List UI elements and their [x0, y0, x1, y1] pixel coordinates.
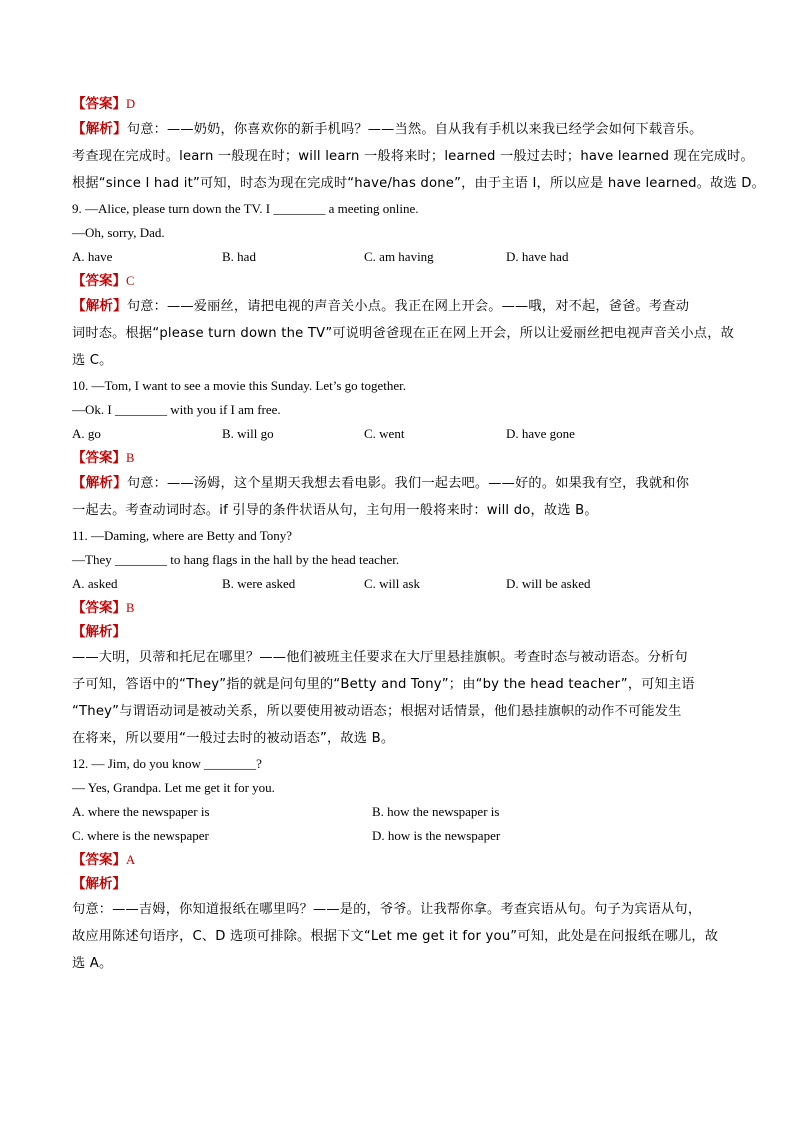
option-c: C. will ask [364, 576, 420, 591]
explanation-text: 句意：——奶奶，你喜欢你的新手机吗？——当然。自从我有手机以来我已经学会如何下载音乐。 [126, 122, 703, 137]
document-page [72, 92, 766, 977]
options-row [72, 800, 726, 824]
explanation-line: “They”与谓语动词是被动关系，所以要使用被动语态；根据对话情景，他们悬挂旗帜的动作不可能发生 [72, 704, 682, 719]
answer-tag: 【答案】 [72, 600, 126, 616]
option-b: B. were asked [222, 576, 296, 591]
answer-row [72, 269, 726, 293]
explanation-line: 选 C。 [72, 353, 113, 368]
explanation-line: ——大明，贝蒂和托尼在哪里？——他们被班主任要求在大厅里悬挂旗帜。考查时态与被动语态。分析句 [72, 650, 688, 665]
option-a: A. where the newspaper is [72, 804, 210, 819]
option-a: A. asked [72, 576, 118, 591]
explanation-tag: 【解析】 [72, 876, 126, 892]
answer-value: B [126, 451, 135, 465]
explanation-line: 子可知，答语中的“They”指的就是问句里的“Betty and Tony”；由“by the head teacher”，可知主语 [72, 677, 695, 692]
option-b: B. will go [222, 426, 274, 441]
option-c: C. where is the newspaper [72, 828, 209, 843]
answer-value: C [126, 274, 135, 288]
answer-tag: 【答案】 [72, 852, 126, 868]
options-row [72, 245, 726, 269]
explanation-text: 句意：——爱丽丝，请把电视的声音关小点。我正在网上开会。——哦，对不起，爸爸。考查动 [126, 299, 690, 314]
option-d: D. how is the newspaper [372, 828, 501, 843]
explanation-tag: 【解析】 [72, 624, 126, 640]
answer-tag: 【答案】 [72, 450, 126, 466]
explanation-line [72, 293, 726, 320]
answer-tag: 【答案】 [72, 273, 126, 289]
option-b: B. had [222, 249, 256, 264]
explanation-tag: 【解析】 [72, 475, 127, 491]
explanation-line: 在将来，所以要用“一般过去时的被动语态”，故选 B。 [72, 731, 395, 746]
option-a: A. go [72, 426, 101, 441]
answer-value: D [126, 97, 136, 111]
question-reply: —Ok. I ________ with you if I am free. [72, 402, 281, 417]
options-row [72, 572, 726, 596]
explanation-header [72, 620, 726, 644]
question-reply: — Yes, Grandpa. Let me get it for you. [72, 780, 275, 795]
explanation-tag: 【解析】 [72, 298, 127, 314]
answer-value: B [126, 601, 135, 615]
options-row [72, 422, 726, 446]
answer-row [72, 596, 726, 620]
option-a: A. have [72, 249, 113, 264]
option-d: D. have had [506, 249, 569, 264]
question-reply: —They ________ to hang flags in the hall by the head teacher. [72, 552, 400, 567]
explanation-line: 根据“since I had it”可知，时态为现在完成时“have/has done”，由于主语 I，所以应是 have learned。故选 D。 [72, 176, 766, 191]
answer-value: A [126, 853, 136, 867]
question-stem: 10. —Tom, I want to see a movie this Sunday. Let’s go together. [72, 378, 407, 393]
option-b: B. how the newspaper is [372, 804, 500, 819]
question-reply: —Oh, sorry, Dad. [72, 225, 165, 240]
explanation-line [72, 116, 726, 143]
answer-row [72, 446, 726, 470]
explanation-line: 选 A。 [72, 956, 113, 971]
question-stem: 11. —Daming, where are Betty and Tony? [72, 528, 293, 543]
explanation-line: 考查现在完成时。learn 一般现在时；will learn 一般将来时；learned 一般过去时；have learned 现在完成时。 [72, 149, 754, 164]
explanation-tag: 【解析】 [72, 121, 127, 137]
options-row [72, 824, 726, 848]
answer-row [72, 848, 726, 872]
explanation-line: 一起去。考查动词时态。if 引导的条件状语从句，主句用一般将来时：will do，故选 B。 [72, 503, 598, 518]
answer-tag: 【答案】 [72, 96, 126, 112]
explanation-header [72, 872, 726, 896]
explanation-line: 词时态。根据“please turn down the TV”可说明爸爸现在正在网上开会，所以让爱丽丝把电视声音关小点，故 [72, 326, 734, 341]
option-c: C. am having [364, 249, 434, 264]
question-stem: 9. —Alice, please turn down the TV. I ________ a meeting online. [72, 201, 419, 216]
option-d: D. will be asked [506, 576, 591, 591]
answer-row [72, 92, 726, 116]
option-d: D. have gone [506, 426, 575, 441]
option-c: C. went [364, 426, 405, 441]
question-stem: 12. — Jim, do you know ________? [72, 756, 262, 771]
explanation-line [72, 470, 726, 497]
explanation-line: 故应用陈述句语序，C、D 选项可排除。根据下文“Let me get it for you”可知，此处是在问报纸在哪儿，故 [72, 929, 719, 944]
explanation-line: 句意：——吉姆，你知道报纸在哪里吗？——是的，爷爷。让我帮你拿。考查宾语从句。句子为宾语从句， [72, 902, 702, 917]
explanation-text: 句意：——汤姆，这个星期天我想去看电影。我们一起去吧。——好的。如果我有空，我就和你 [126, 476, 690, 491]
